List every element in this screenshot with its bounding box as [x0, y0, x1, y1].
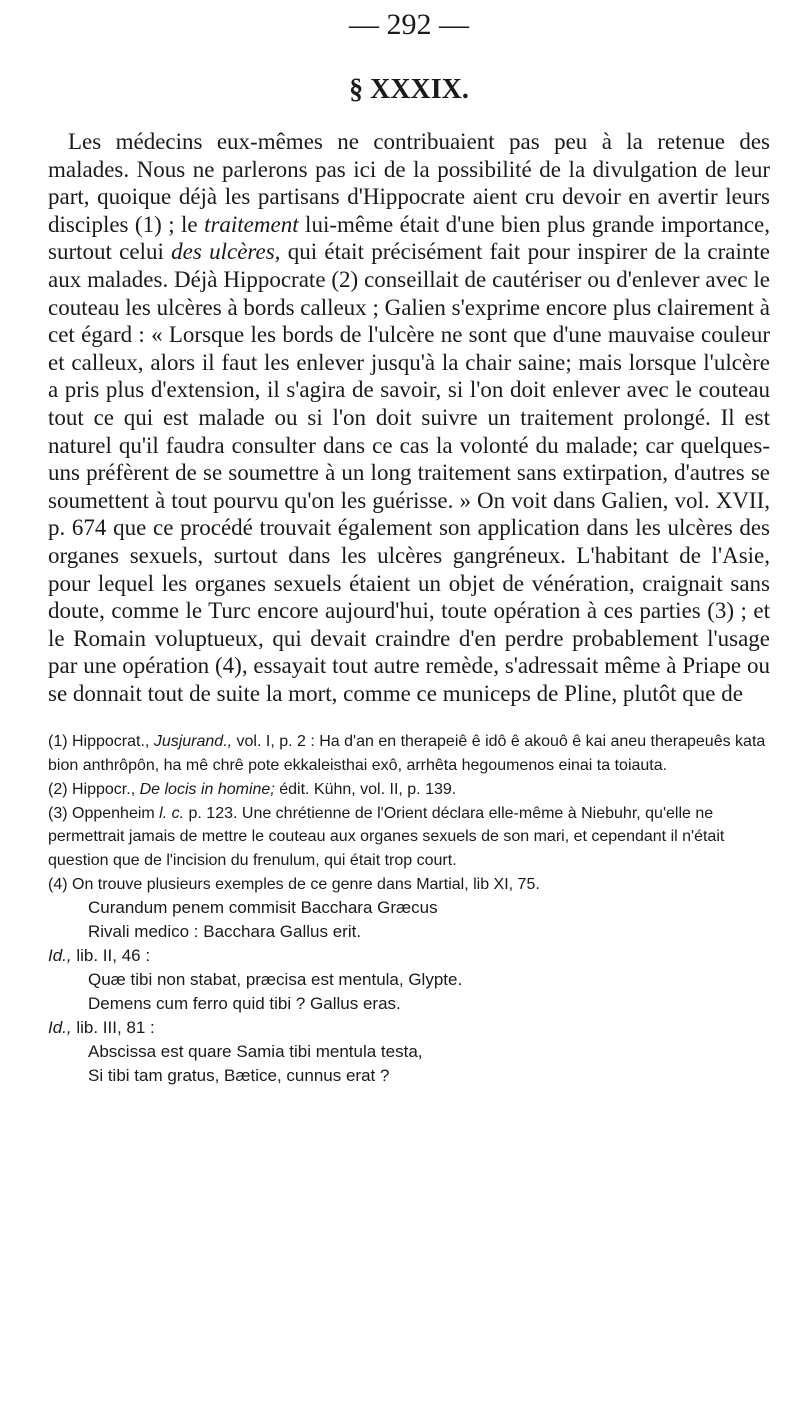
reference-text: lib. III, 81 : [71, 1018, 155, 1038]
footnote-1 [48, 730, 770, 777]
verse-line: Si tibi tam gratus, Bætice, cunnus erat ? [88, 1066, 390, 1086]
reference-text: lib. II, 46 : [71, 946, 151, 966]
footnote-3 [48, 802, 770, 873]
verse-line: Demens cum ferro quid tibi ? Gallus eras. [88, 994, 401, 1014]
page-number: — 292 — [349, 8, 469, 41]
footnote-text: vol. I, p. 2 : Ha d'an en therapeiê ê idô ê akouô ê kai aneu therapeuês kata bion anthrôpôn, ha mê chrê pote ekkaleisthai exô, arrhêta hegoumenos einai ta toiauta. [48, 733, 766, 775]
italic-term: traitement [204, 211, 299, 237]
footnote-2 [48, 778, 770, 802]
footnote-text: p. 123. Une chrétienne de l'Orient déclara elle-même à Niebuhr, qu'elle ne permettrait jamais de mettre le couteau aux organes sexuels de son mari, et cependant il n'était question que de l'incision du frenulum, qui était trop court. [48, 804, 725, 869]
footnote-italic: Jusjurand., [153, 733, 233, 751]
verse-line: Rivali medico : Bacchara Gallus erit. [88, 922, 362, 942]
footnote-text: (3) Oppenheim [48, 804, 160, 822]
footnote-text: (2) Hippocr., [48, 780, 140, 798]
italic-term: des ulcères, [171, 239, 281, 265]
footnote-text: (1) Hippocrat., [48, 733, 154, 751]
reference [48, 944, 770, 968]
footnotes [48, 730, 770, 1088]
reference-italic: Id., [48, 946, 72, 966]
footnote-italic: De locis in homine; [139, 780, 275, 798]
footnote-italic: l. c. [159, 804, 185, 822]
footnote-4: (4) On trouve plusieurs exemples de ce genre dans Martial, lib XI, 75. [48, 875, 540, 893]
paragraph-text: Les médecins eux-mêmes ne contribuaient pas peu à la retenue des malades. Nous ne parlerons pas ici de la possibilité de la divulgation de leur part, quoique déjà les partisans d'Hippocrate aient cru devoir en avertir leurs disciples (1) ; le [48, 129, 770, 237]
verse-line: Quæ tibi non stabat, præcisa est mentula, Glypte. [88, 970, 463, 990]
paragraph-text: lui-même était d'une bien plus grande importance, surtout celui [48, 211, 770, 265]
document-page [48, 0, 770, 1088]
verse-line: Curandum penem commisit Bacchara Græcus [88, 898, 438, 918]
footnote-text: édit. Kühn, vol. II, p. 139. [274, 780, 457, 798]
reference [48, 1016, 770, 1040]
paragraph-text: qui était précisément fait pour inspirer de la crainte aux malades. Déjà Hippocrate (2) conseillait de cautériser ou d'enlever avec le couteau les ulcères à bords calleux ; Galien s'exprime encore plus clairement à cet égard : « Lorsque les bords de l'ulcère ne sont que d'une mauvaise couleur et calleux, alors il faut les enlever jusqu'à la chair saine; mais lorsque l'ulcère a pris plus d'extension, il s'agira de savoir, si l'on doit enlever avec le couteau tout ce qui est malade ou si l'on doit suivre un traitement prolongé. Il est naturel qu'il faudra consulter dans ce cas la volonté du malade; car quelques-uns préfèrent de se soumettre à un long traitement sans extirpation, d'autres se soumettent à tout pourvu qu'on les guérisse. » On voit dans Galien, vol. XVII, p. 674 que ce procédé trouvait également son application dans les ulcères des organes sexuels, surtout dans les ulcères gangréneux. L'habitant de l'Asie, pour lequel les organes sexuels étaient un objet de vénération, craignait sans doute, comme le Turc encore aujourd'hui, toute opération à ces parties (3) ; et le Romain voluptueux, qui devait craindre d'en perdre probablement l'usage par une opération (4), essayait tout autre remède, s'adressait même à Priape ou se donnait tout de suite la mort, comme ce municeps de Pline, plutôt que de [48, 239, 770, 706]
section-title: § XXXIX. [349, 74, 469, 105]
main-paragraph [48, 128, 770, 707]
reference-italic: Id., [48, 1018, 72, 1038]
verse-line: Abscissa est quare Samia tibi mentula testa, [88, 1042, 423, 1062]
